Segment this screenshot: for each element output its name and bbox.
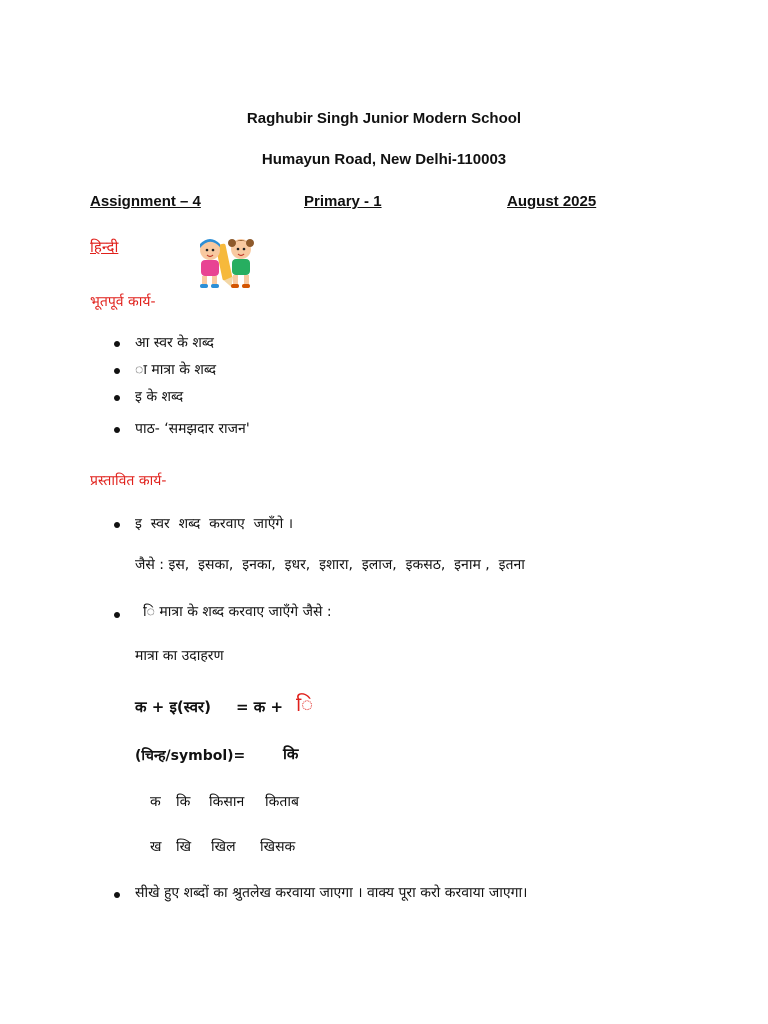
examples-line: जैसे : इस, इसका, इनका, इधर, इशारा, इलाज, इकसठ, इनाम , इतना bbox=[135, 557, 525, 573]
bullet-icon bbox=[114, 341, 120, 347]
past-work-item: ा मात्रा के शब्द bbox=[135, 362, 217, 378]
word-kitaab: किताब bbox=[265, 794, 299, 810]
symbol-value: कि bbox=[283, 745, 299, 763]
proposed-work-heading: प्रस्तावित कार्य- bbox=[90, 473, 167, 489]
past-work-item: आ स्वर के शब्द bbox=[135, 335, 214, 351]
proposed-item-swar: इ स्वर शब्द करवाए जाएँगे । bbox=[135, 516, 294, 532]
bullet-icon bbox=[114, 368, 120, 374]
formula-equals: = क + bbox=[236, 698, 284, 716]
past-work-heading: भूतपूर्व कार्य- bbox=[90, 294, 156, 310]
word-khi: खि bbox=[176, 839, 192, 855]
word-ki: कि bbox=[176, 794, 191, 810]
word-kisaan: किसान bbox=[209, 794, 245, 810]
word-ka: क bbox=[150, 794, 161, 810]
formula-left: क + इ(स्वर) bbox=[135, 698, 211, 716]
class-label: Primary - 1 bbox=[304, 193, 382, 210]
past-work-item: इ के शब्द bbox=[135, 389, 184, 405]
word-khil: खिल bbox=[211, 839, 236, 855]
proposed-item-matra: ि मात्रा के शब्द करवाए जाएँगे जैसे : bbox=[143, 604, 332, 620]
bullet-icon bbox=[114, 612, 120, 618]
kids-with-pencil-icon bbox=[192, 234, 258, 290]
word-khisak: खिसक bbox=[260, 839, 296, 855]
assignment-number: Assignment – 4 bbox=[90, 193, 201, 210]
formula-matra: ि bbox=[296, 692, 314, 716]
past-work-item: पाठ- ‘समझदार राजन' bbox=[135, 421, 250, 437]
bullet-icon bbox=[114, 395, 120, 401]
bullet-icon bbox=[114, 522, 120, 528]
matra-example-label: मात्रा का उदाहरण bbox=[135, 648, 224, 664]
subject-heading: हिन्दी bbox=[90, 238, 119, 256]
proposed-item-dictation: सीखे हुए शब्दों का श्रुतलेख करवाया जाएगा । वाक्य पूरा करो करवाया जाएगा। bbox=[135, 885, 528, 901]
symbol-label: (चिन्ह/symbol)= bbox=[135, 748, 246, 764]
bullet-icon bbox=[114, 892, 120, 898]
month-label: August 2025 bbox=[507, 193, 597, 210]
word-kha: ख bbox=[150, 839, 162, 855]
school-name: Raghubir Singh Junior Modern School bbox=[246, 110, 522, 127]
school-address: Humayun Road, New Delhi-110003 bbox=[261, 151, 507, 168]
bullet-icon bbox=[114, 427, 120, 433]
